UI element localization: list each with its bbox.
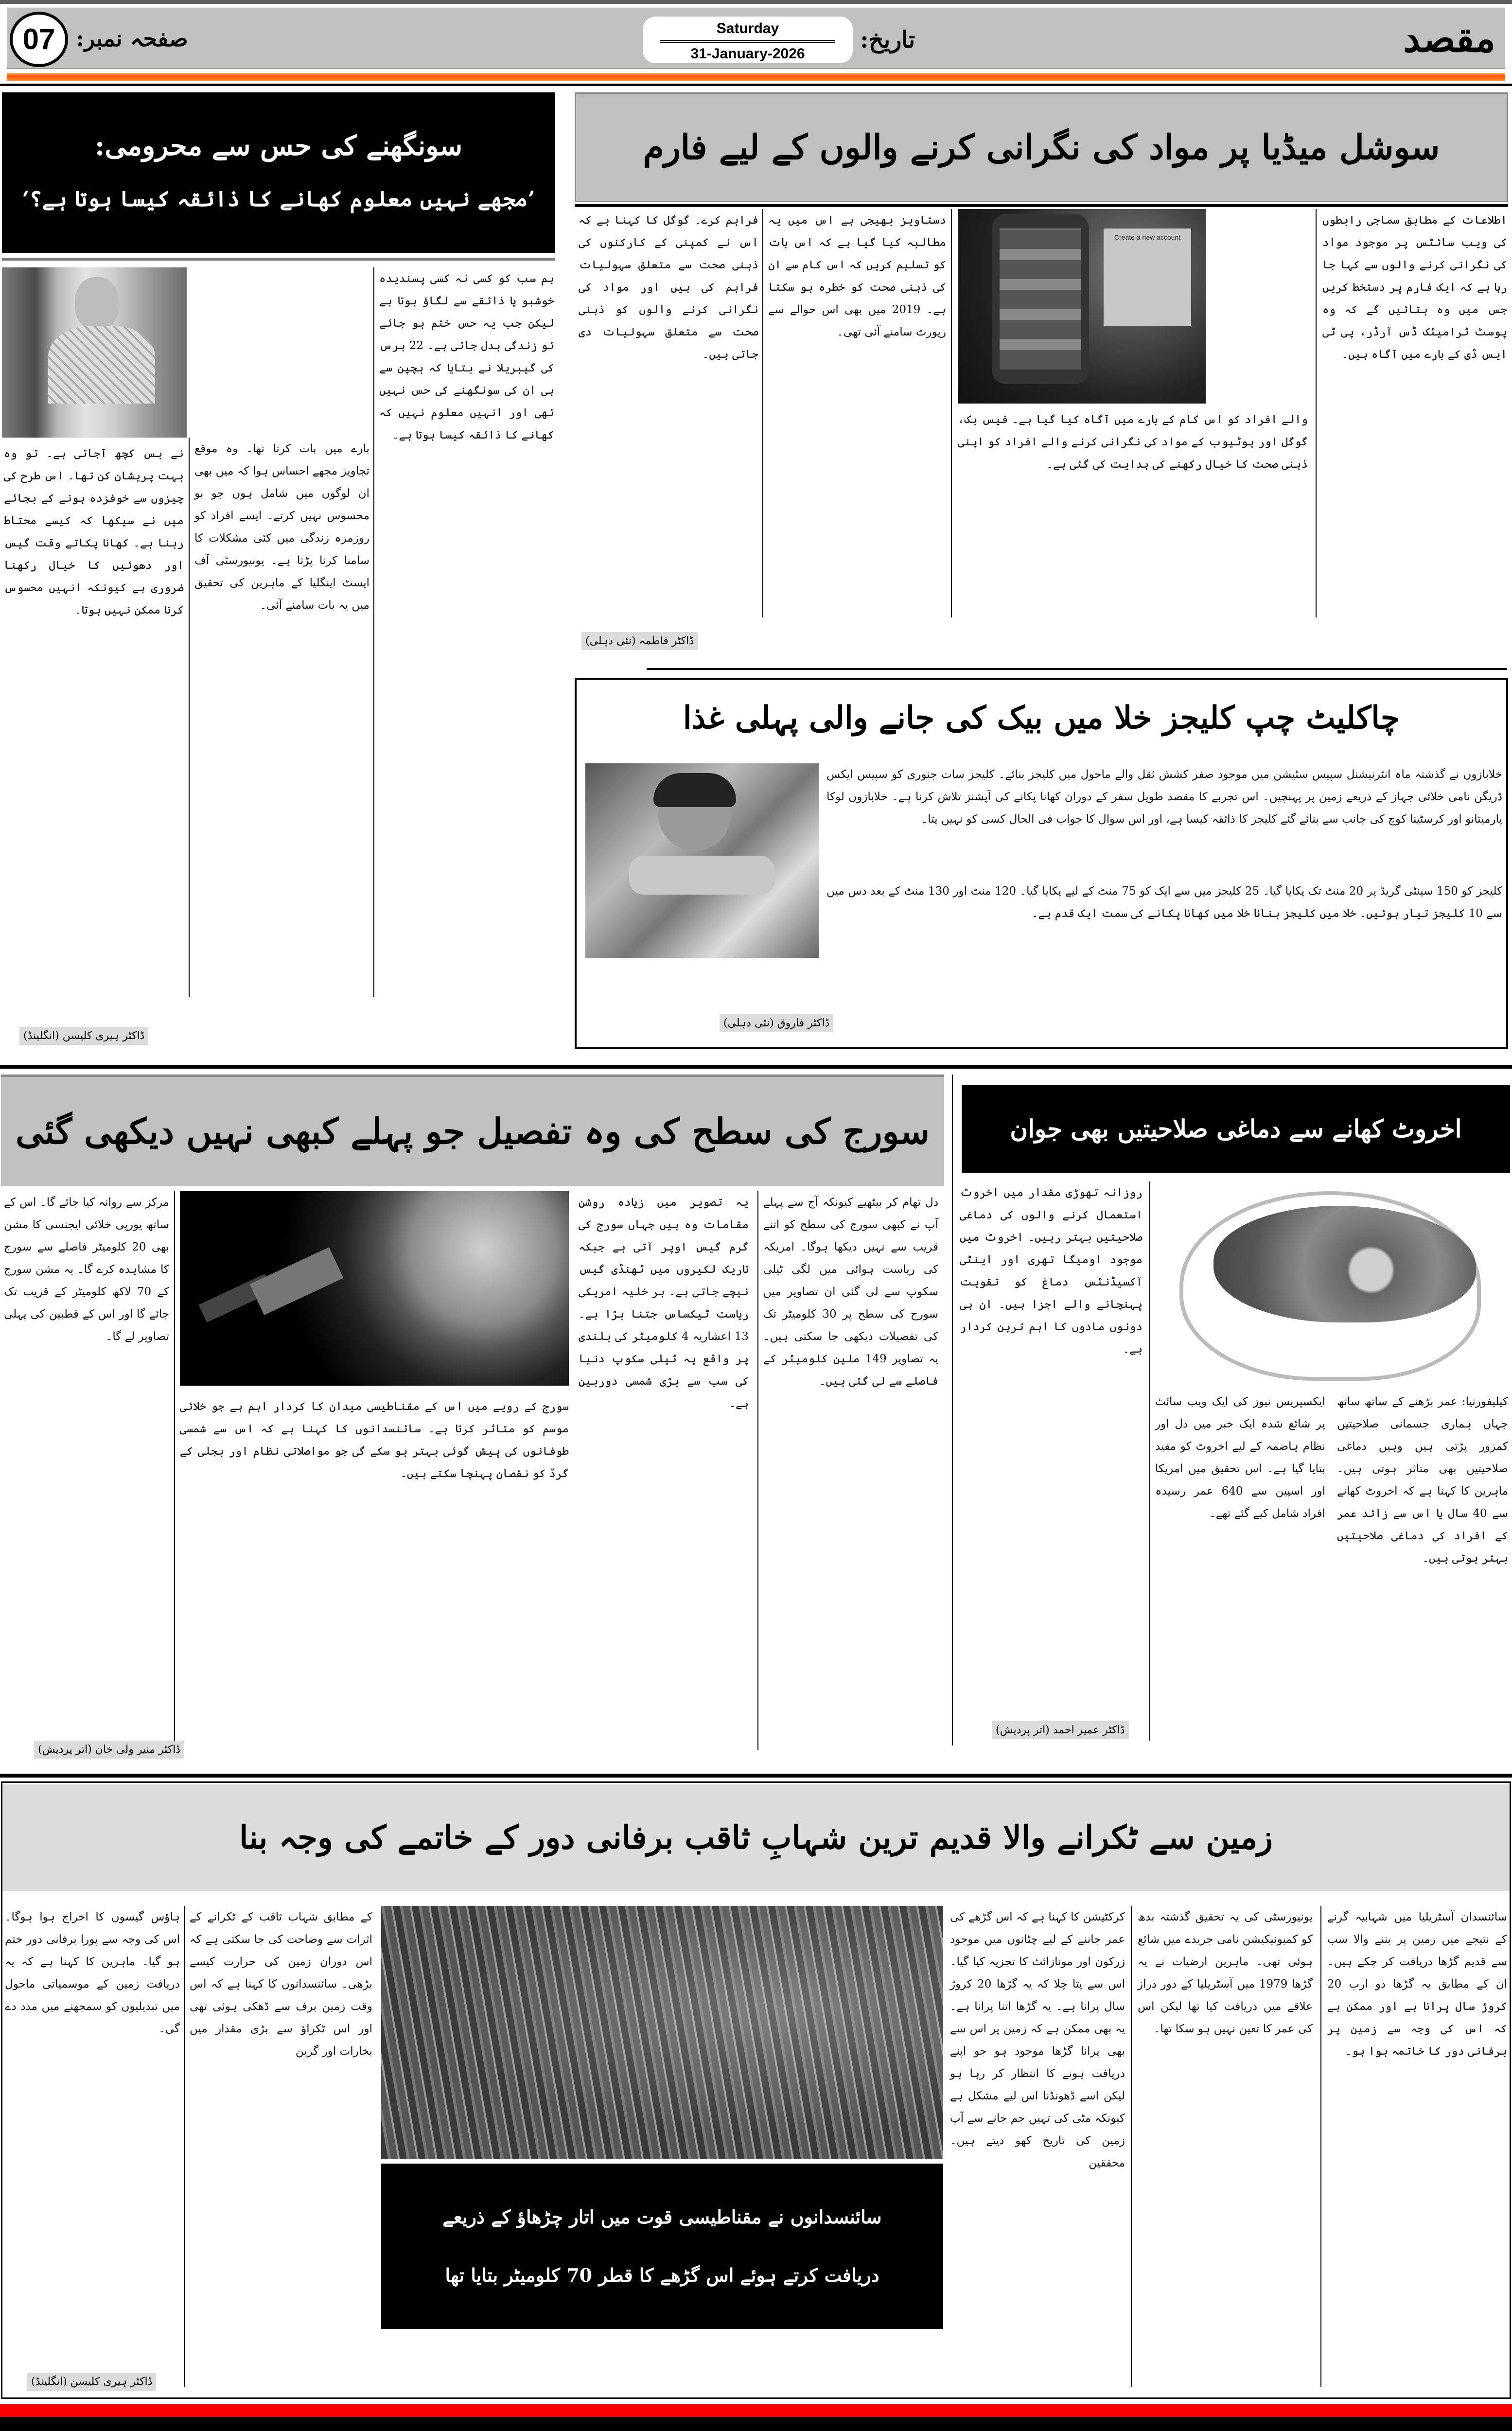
- section-divider: [952, 1075, 953, 1745]
- rule: [647, 668, 1507, 670]
- crater-headline-box: [2, 1784, 1510, 1891]
- walnut-column-3: روزانہ تھوڑی مقدار میں اخروٹ استعمال کرنے والوں کی دماغی صلاحیتیں بہتر رہیں۔ اخروٹ میں موجود اومیگا تھری اور اینٹی آکسیڈنٹس دماغ کو تقویت پہنچانے والے اجزا ہیں۔ ان ہی دونوں مادوں کا اہم ترین کردار ہے۔: [960, 1186, 1143, 1356]
- sun-column-2: یہ تصویر میں زیادہ روشن مقامات وہ ہیں جہاں سورج کی گرم گیس اوپر آتی ہے جبکہ تاریک لکیروں میں ٹھنڈی گیس نیچے جاتی ہے۔ ہر خلیہ امریکی ریاست ٹیکساس جتنا بڑا ہے۔ 13 اعشاریہ 4 کلومیٹر کی بلندی پر واقع یہ ٹیلی سکوپ دنیا کی سب سے بڑی شمسی دوربین ہے۔: [579, 1196, 749, 1410]
- social-media-byline: ڈاکٹر فاطمہ (نئی دہلی): [581, 632, 698, 650]
- date-label: تاریخ:: [860, 26, 915, 53]
- smell-byline: ڈاکٹر ہیری کلیسن (انگلینڈ): [19, 1027, 148, 1045]
- smell-column-3: نے بس کچھ آجاتی ہے۔ تو وہ بہت پریشان کن تھا۔ اس طرح کی چیزوں سے خوفزدہ ہونے کے بجائے میں نے سیکھا کہ کیسے محتاط رہنا ہے۔ کھانا پکاتے وقت گیس اور دھوئیں کا خیال رکھنا ضروری ہے کیونکہ انہیں محسوس کرنا ممکن نہیں ہوتا۔: [4, 447, 184, 617]
- date-box: [643, 17, 853, 63]
- crater-column-1: سائنسدان آسٹریلیا میں شہابیہ گرنے کے نتیجے میں زمین پر بننے والا سب سے قدیم گڑھا دریافت کر چکے ہیں۔ ان کے مطابق یہ گڑھا دو ارب 20 کروڑ سال پرانا ہے اور ممکن ہے کہ اس کی وجہ سے زمین پر برفانی دور کا خاتمہ ہوا ہو۔: [1327, 1911, 1507, 2058]
- cookies-byline: ڈاکٹر فاروق (نئی دہلی): [720, 1014, 833, 1032]
- cookies-column-1: خلابازوں نے گذشتہ ماہ انٹرنیشنل سپیس سٹیشن میں موجود صفر کشش ثقل والے ماحول میں کلیجز بنائے۔ کلیجز سات جنوری کو سپیس ایکس ڈریگن نامی خلائی جہاز کے ذریعے زمین پر پہنچیں۔ اس تجربے کا مقصد طویل سفر کے دوران کھانا پکانے کی آپشنز تلاش کرنا ہے۔ خلابازوں لوکا پارمیتانو اور کرسٹینا کوچ کی جانب سے بنائے گئے کلیجز کا ذائقہ کیسا ہے، اور اس سوال کا جواب فی الحال کسی کو نہیں پتا۔: [826, 768, 1502, 826]
- column-divider: [174, 1191, 175, 1750]
- walnut-headline: اخروٹ کھانے سے دماغی صلاحیتیں بھی جوان: [1010, 1114, 1462, 1144]
- section-rule: [0, 1065, 1512, 1069]
- crater-column-5: ہاؤس گیسوں کا اخراج ہوا ہوگا۔ اس کی وجہ سے پورا برفانی دور ختم ہو گیا۔ ماہرین کا کہنا ہے کہ یہ دریافت زمین کے موسمیاتی ماحول میں تبدیلیوں کو سمجھنے میں مدد دے گی۔: [5, 1911, 180, 2035]
- woman-photo: [2, 267, 187, 438]
- walnut-headline-box: [962, 1085, 1510, 1173]
- cookies-column-2: کلیجز کو 150 سینٹی گریڈ پر 20 منٹ تک پکایا گیا۔ 25 کلیجز میں سے ایک کو 75 منٹ کے لیے پکایا گیا۔ 120 منٹ اور 130 منٹ کے بعد دس میں سے 10 کلیجز تیار ہوئیں۔ خلا میں کلیجز بنانا خلا میں کھانا پکانے کی سمت ایک قدم ہے۔: [826, 885, 1503, 920]
- column-divider: [1149, 1181, 1150, 1741]
- sun-headline: سورج کی سطح کی وہ تفصیل جو پہلے کبھی نہیں دیکھی گئی: [15, 1110, 930, 1152]
- brain-photo: [1155, 1181, 1505, 1386]
- column-divider: [757, 1191, 758, 1750]
- social-media-headline: سوشل میڈیا پر مواد کی نگرانی کرنے والوں کے لیے فارم: [643, 126, 1440, 167]
- smell-headline-line-1: سونگھنے کی حس سے محرومی:: [94, 130, 463, 162]
- smell-column-2: بارے میں بات کرتا تھا۔ وہ موقع تجاویز مجھے احساس ہوا کہ میں بھی ان لوگوں میں شامل ہوں جو بو محسوس نہیں کرتے۔ ایسے افراد کو روزمرہ زندگی میں کئی مشکلات کا سامنا کرنا پڑتا ہے۔ یونیورسٹی آف ایسٹ اینگلیا کے ماہرین کی تحقیق میں یہ بات سامنے آئی۔: [194, 442, 369, 612]
- social-media-headline-box: [575, 92, 1508, 202]
- page-number-badge: 07: [10, 12, 68, 67]
- footer-black-band: [0, 2417, 1512, 2431]
- smell-column-1: ہم سب کو کسی نہ کسی پسندیدہ خوشبو یا ذائقے سے لگاؤ ہوتا ہے لیکن جب یہ حس ختم ہو جائے تو زندگی بدل جاتی ہے۔ 22 برس کی گیبریلا نے بتایا کہ بچپن سے ہی ان کی سونگھنے کی حس نہیں تھی اور انہیں معلوم نہیں کہ کھانے کا ذائقہ کیسا ہوتا ہے۔: [379, 272, 554, 441]
- date-divider: [660, 40, 835, 43]
- column-divider: [1131, 1906, 1132, 2387]
- cookies-headline: چاکلیٹ چپ کلیجز خلا میں بیک کی جانے والی پہلی غذا: [683, 700, 1400, 737]
- crater-column-3: کرکٹیشن کا کہنا ہے کہ اس گڑھے کی عمر جاننے کے لیے چٹانوں میں موجود زرکون اور مونازائٹ کا تجزیہ کیا گیا۔ اس سے پتا چلا کہ یہ گڑھا 20 کروڑ سال پرانا ہے۔ یہ گڑھا اتنا پرانا ہے۔ یہ بھی ممکن ہے کہ زمین پر اس سے بھی پرانا گڑھا موجود ہو جو اپنے دریافت ہونے کا انتظار کر رہا ہو لیکن اسے ڈھونڈنا اس لیے مشکل ہے کیونکہ مٹی کی تہیں جم جانے سے آپ زمین کی تاریخ کھو دیتے ہیں۔ محققین: [950, 1911, 1125, 2169]
- woman-dress: [48, 326, 155, 404]
- crater-column-4: کے مطابق شہاب ثاقب کے ٹکرانے کے اثرات سے وضاحت کی جا سکتی ہے کہ اس دوران زمین کی حرارت کیسے بڑھی۔ سائنسدانوں کا کہنا ہے کہ اس وقت زمین برف سے ڈھکی ہوئی تھی اور اس ٹکراؤ سے بڑی مقدار میں بخارات اور گرین: [190, 1911, 372, 2058]
- sun-column-4: مرکز سے روانہ کیا جائے گا۔ اس کے ساتھ یورپی خلائی ایجنسی کا مشن بھی 20 کلومیٹر فاصلے سے سورج کا مشاہدہ کرے گا۔ یہ مشن سورج کے 70 لاکھ کلومیٹر کے قریب تک جائے گا اور اس کے قطبین کی پہلی تصاویر لے گا۔: [4, 1196, 170, 1343]
- sun-column-3: سورج کے رویے میں اس کے مقناطیسی میدان کا کردار اہم ہے جو خلائی موسم کو متاثر کرتا ہے۔ سائنسدانوں کا کہنا ہے کہ اس سے شمسی طوفانوں کی پیش گوئی بہتر ہو سکے گی جو مواصلاتی نظام اور بجلی کے گرڈ کو نقصان پہنچا سکتے ہیں۔: [180, 1400, 569, 1480]
- social-media-column-2: والے افراد کو اس کام کے بارے میں آگاہ کیا گیا ہے۔ فیس بک، گوگل اور یوٹیوب کے مواد کی نگرانی کرنے والے افراد کو اپنی ذہنی صحت کا خیال رکھنے کی ہدایت کی گئی ہے۔: [958, 413, 1308, 471]
- phone-screen: [1000, 229, 1081, 370]
- column-divider: [189, 438, 190, 997]
- column-divider: [184, 1906, 185, 2387]
- masthead: [7, 7, 1505, 69]
- sun-column-1: دل تھام کر بیٹھیے کیونکہ آج سے پہلے آپ نے کبھی سورج کی سطح کو اتنے قریب سے نہیں دیکھا ہوگا۔ امریکہ کی ریاست ہوائی میں لگی ٹیلی سکوپ سے لی گئی ان تصاویر میں سورج کی سطح پر 30 کلومیٹر تک کی تفصیلات دیکھی جا سکتی ہیں۔ یہ تصاویر 149 ملین کلومیٹر کے فاصلے سے لی گئی ہیں۔: [763, 1196, 938, 1388]
- form-caption: Create a new account: [1104, 229, 1191, 326]
- column-divider: [1320, 1906, 1321, 2387]
- masthead-black-rule: [0, 84, 1512, 86]
- masthead-orange-rule: [7, 73, 1505, 81]
- date-value: 31-January-2026: [690, 46, 805, 62]
- date-day: Saturday: [716, 20, 779, 36]
- social-media-column-3: دستاویز بھیجی ہے اس میں یہ مطالبہ کیا گیا ہے کہ اس بات کو تسلیم کریں کہ اس کام سے ان کی ذہنی صحت کو خطرہ ہو سکتا ہے۔ 2019 میں بھی اس حوالے سے رپورٹ سامنے آئی تھی۔: [768, 214, 946, 338]
- newspaper-logo: مقصد: [1403, 17, 1495, 61]
- footer-red-band: [0, 2404, 1512, 2417]
- social-media-column-1: اطلاعات کے مطابق سماجی رابطوں کی ویب سائٹس پر موجود مواد کی نگرانی کرنے والوں سے کہا جا رہا ہے کہ ایک فارم پر دستخط کریں جس میں وہ بتائیں گے کہ وہ پوسٹ ٹرامیٹک ڈس آرڈر، پی ٹی ایس ڈی کے بارے میں آگاہ ہیں۔: [1322, 214, 1507, 361]
- rule: [575, 204, 1508, 207]
- rule: [2, 258, 555, 261]
- column-divider: [951, 209, 952, 617]
- crater-headline: زمین سے ٹکرانے والا قدیم ترین شہابِ ثاقب برفانی دور کے خاتمے کی وجہ بنا: [239, 1818, 1273, 1857]
- top-band: [0, 0, 1512, 4]
- column-divider: [373, 267, 374, 997]
- crater-callout-line-1: سائنسدانوں نے مقناطیسی قوت میں اتار چڑھاؤ کے ذریعے: [442, 2206, 882, 2228]
- sun-headline-box: [1, 1075, 944, 1186]
- section-rule: [0, 1774, 1512, 1778]
- astronaut-cap: [653, 773, 736, 807]
- column-divider: [762, 209, 763, 617]
- sun-byline: ڈاکٹر منیر ولی خان (اتر پردیش): [34, 1741, 184, 1759]
- social-media-column-4: فراہم کرے۔ گوگل کا کہنا ہے کہ اس نے کمپنی کے کارکنوں کی ذہنی صحت سے متعلق سہولیات فراہم کی ہیں اور مواد کی نگرانی کرنے والوں کو ذہنی صحت سے متعلق سہولیات دی جاتی ہیں۔: [579, 214, 758, 361]
- phone-photo: [958, 209, 1206, 404]
- page-number-label: صفحہ نمبر:: [76, 25, 188, 52]
- smell-headline-line-2: ’مجھے نہیں معلوم کھانے کا ذائقہ کیسا ہوتا ہے؟‘: [22, 187, 535, 211]
- column-divider: [1316, 209, 1317, 617]
- smell-headline-box: [2, 92, 555, 253]
- cookies-headline-box: [579, 682, 1504, 755]
- crater-callout-line-2: دریافت کرتے ہوئے اس گڑھے کا قطر 70 کلومیٹر بتایا تھا: [445, 2264, 879, 2286]
- crater-callout-box: [381, 2164, 943, 2329]
- crater-column-2: یونیورسٹی کی یہ تحقیق گذشتہ بدھ کو کمیونیکیشن نامی جریدے میں شائع ہوئی تھی۔ ماہرین ارضیات نے یہ گڑھا 1979 میں آسٹریلیا کے دور دراز علاقے میں دریافت کیا تھا لیکن اس کی عمر کا تعین نہیں ہو سکا تھا۔: [1138, 1911, 1313, 2035]
- crater-photo: [381, 1906, 943, 2159]
- sun-probe-photo: [180, 1191, 569, 1386]
- walnut-byline: ڈاکٹر عمیر احمد (اتر پردیش): [992, 1721, 1129, 1739]
- astronaut-hands: [629, 856, 775, 895]
- woman-face: [75, 277, 119, 331]
- probe-body: [250, 1247, 344, 1315]
- astronaut-photo: [585, 763, 819, 958]
- walnut-column-1: کیلیفورنیا: عمر بڑھنے کے ساتھ ساتھ جہاں ہماری جسمانی صلاحیتیں کمزور پڑتی ہیں وہیں دماغی صلاحیتیں بھی متاثر ہوتی ہیں۔ ماہرین کا کہنا ہے کہ اخروٹ کھانے سے 40 سال یا اس سے زائد عمر کے افراد کی دماغی صلاحیتیں بہتر ہوتی ہیں۔: [1337, 1395, 1508, 1565]
- crater-byline: ڈاکٹر ہیری کلیسن (انگلینڈ): [27, 2373, 156, 2391]
- walnut-column-2: ایکسپریس نیوز کی ایک ویب سائٹ پر شائع شدہ ایک خبر میں دل اور نظام ہاضمہ کے لیے اخروٹ کو مفید بتایا گیا ہے۔ اس تحقیق میں امریکا اور اسپین سے 640 عمر رسیدہ افراد شامل کیے گئے تھے۔: [1155, 1395, 1325, 1520]
